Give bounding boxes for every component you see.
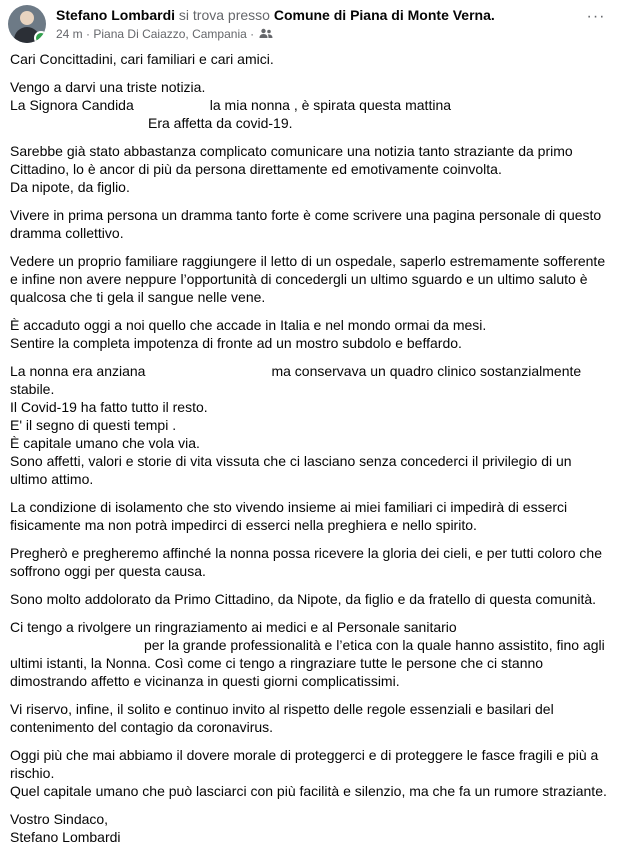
paragraph-grandmother: La nonna era anziana ma conservava un quadro clinico sostanzialmente stabile. Il Covid-19 ha fatto tutto il resto. E' il segno di questi tempi . È capitale umano che vola via. Sono affetti, valori e storie di vita vissuta che ci lasciano senza concederci il privilegio di un ultimo attimo.: [10, 363, 582, 487]
paragraph-thanks: Ci tengo a rivolgere un ringraziamento ai medici e al Personale sanitario per la grande professionalità e l’etica con la quale hanno assistito, fino agli ultimi istanti, la Nonna. Così come ci tengo a ringraziare tutte le persone che ci stanno dimostrando affetto e vicinanza in questi giorni complicatissimi.: [10, 619, 605, 689]
post-body: [10, 50, 610, 856]
meta-separator: ·: [86, 27, 91, 41]
friends-icon[interactable]: [259, 27, 273, 43]
author-name[interactable]: Stefano Lombardi: [56, 7, 176, 23]
author-avatar[interactable]: [8, 5, 46, 43]
more-options-icon[interactable]: ···: [586, 8, 606, 25]
paragraph-sorrow: Sono molto addolorato da Primo Cittadino, da Nipote, da figlio e da fratello di questa comunità.: [10, 591, 597, 607]
post-timestamp[interactable]: 24 m: [56, 27, 83, 41]
post-header: [8, 4, 608, 44]
author-line: Stefano Lombardi si trova presso Comune di Piana di Monte Verna.: [56, 7, 495, 23]
online-status-badge: [34, 31, 46, 43]
paragraph-role: Sarebbe già stato abbastanza complicato comunicare una notizia tanto straziante da primo Cittadino, lo è ancor di più da persona direttamente ed emotivamente coinvolta. Da nipote, da figlio.: [10, 143, 573, 195]
paragraph-duty: Oggi più che mai abbiamo il dovere morale di proteggerci e di proteggere le fasce fragili e più a rischio. Quel capitale umano che può lasciarci con più facilità e silenzio, ma che fa un rumore straziante.: [10, 747, 607, 799]
paragraph-isolation: La condizione di isolamento che sto vivendo insieme ai miei familiari ci impedirà di esserci fisicamente ma non potrà impedirci di esserci nella preghiera e nello spirito.: [10, 499, 568, 533]
checkin-place[interactable]: Comune di Piana di Monte Verna: [273, 7, 491, 23]
paragraph-drama: Vivere in prima persona un dramma tanto forte è come scrivere una pagina personale di questo dramma collettivo.: [10, 207, 602, 241]
avatar-head: [20, 11, 34, 25]
signature: Vostro Sindaco, Stefano Lombardi: [10, 811, 121, 845]
paragraph-hospital: Vedere un proprio familiare raggiungere il letto di un ospedale, saperlo estremamente sofferente e infine non avere neppure l’opportunità di concedergli un ultimo sguardo e un ultimo saluto è qualcosa che ti gela il sangue nelle vene.: [10, 253, 606, 305]
greeting: Cari Concittadini, cari familiari e cari amici.: [10, 51, 274, 67]
paragraph-world: È accaduto oggi a noi quello che accade in Italia e nel mondo ormai da mesi. Sentire la completa impotenza di fronte ad un mostro subdolo e beffardo.: [10, 317, 487, 351]
post-meta: [56, 26, 273, 43]
paragraph-rules: Vi riservo, infine, il solito e continuo invito al rispetto delle regole essenziali e basilari del contenimento del contagio da coronavirus.: [10, 701, 554, 735]
post-location[interactable]: Piana Di Caiazzo, Campania: [93, 27, 247, 41]
paragraph-prayer: Pregherò e pregheremo affinché la nonna possa ricevere la gloria dei cieli, e per tutti coloro che soffrono oggi per questa causa.: [10, 545, 602, 579]
checkin-verb: si trova presso: [178, 7, 270, 23]
paragraph-news: Vengo a darvi una triste notizia. La Signora Candida la mia nonna , è spirata questa mattina Era affetta da covid-19.: [10, 79, 452, 131]
meta-separator-2: ·: [250, 27, 255, 41]
